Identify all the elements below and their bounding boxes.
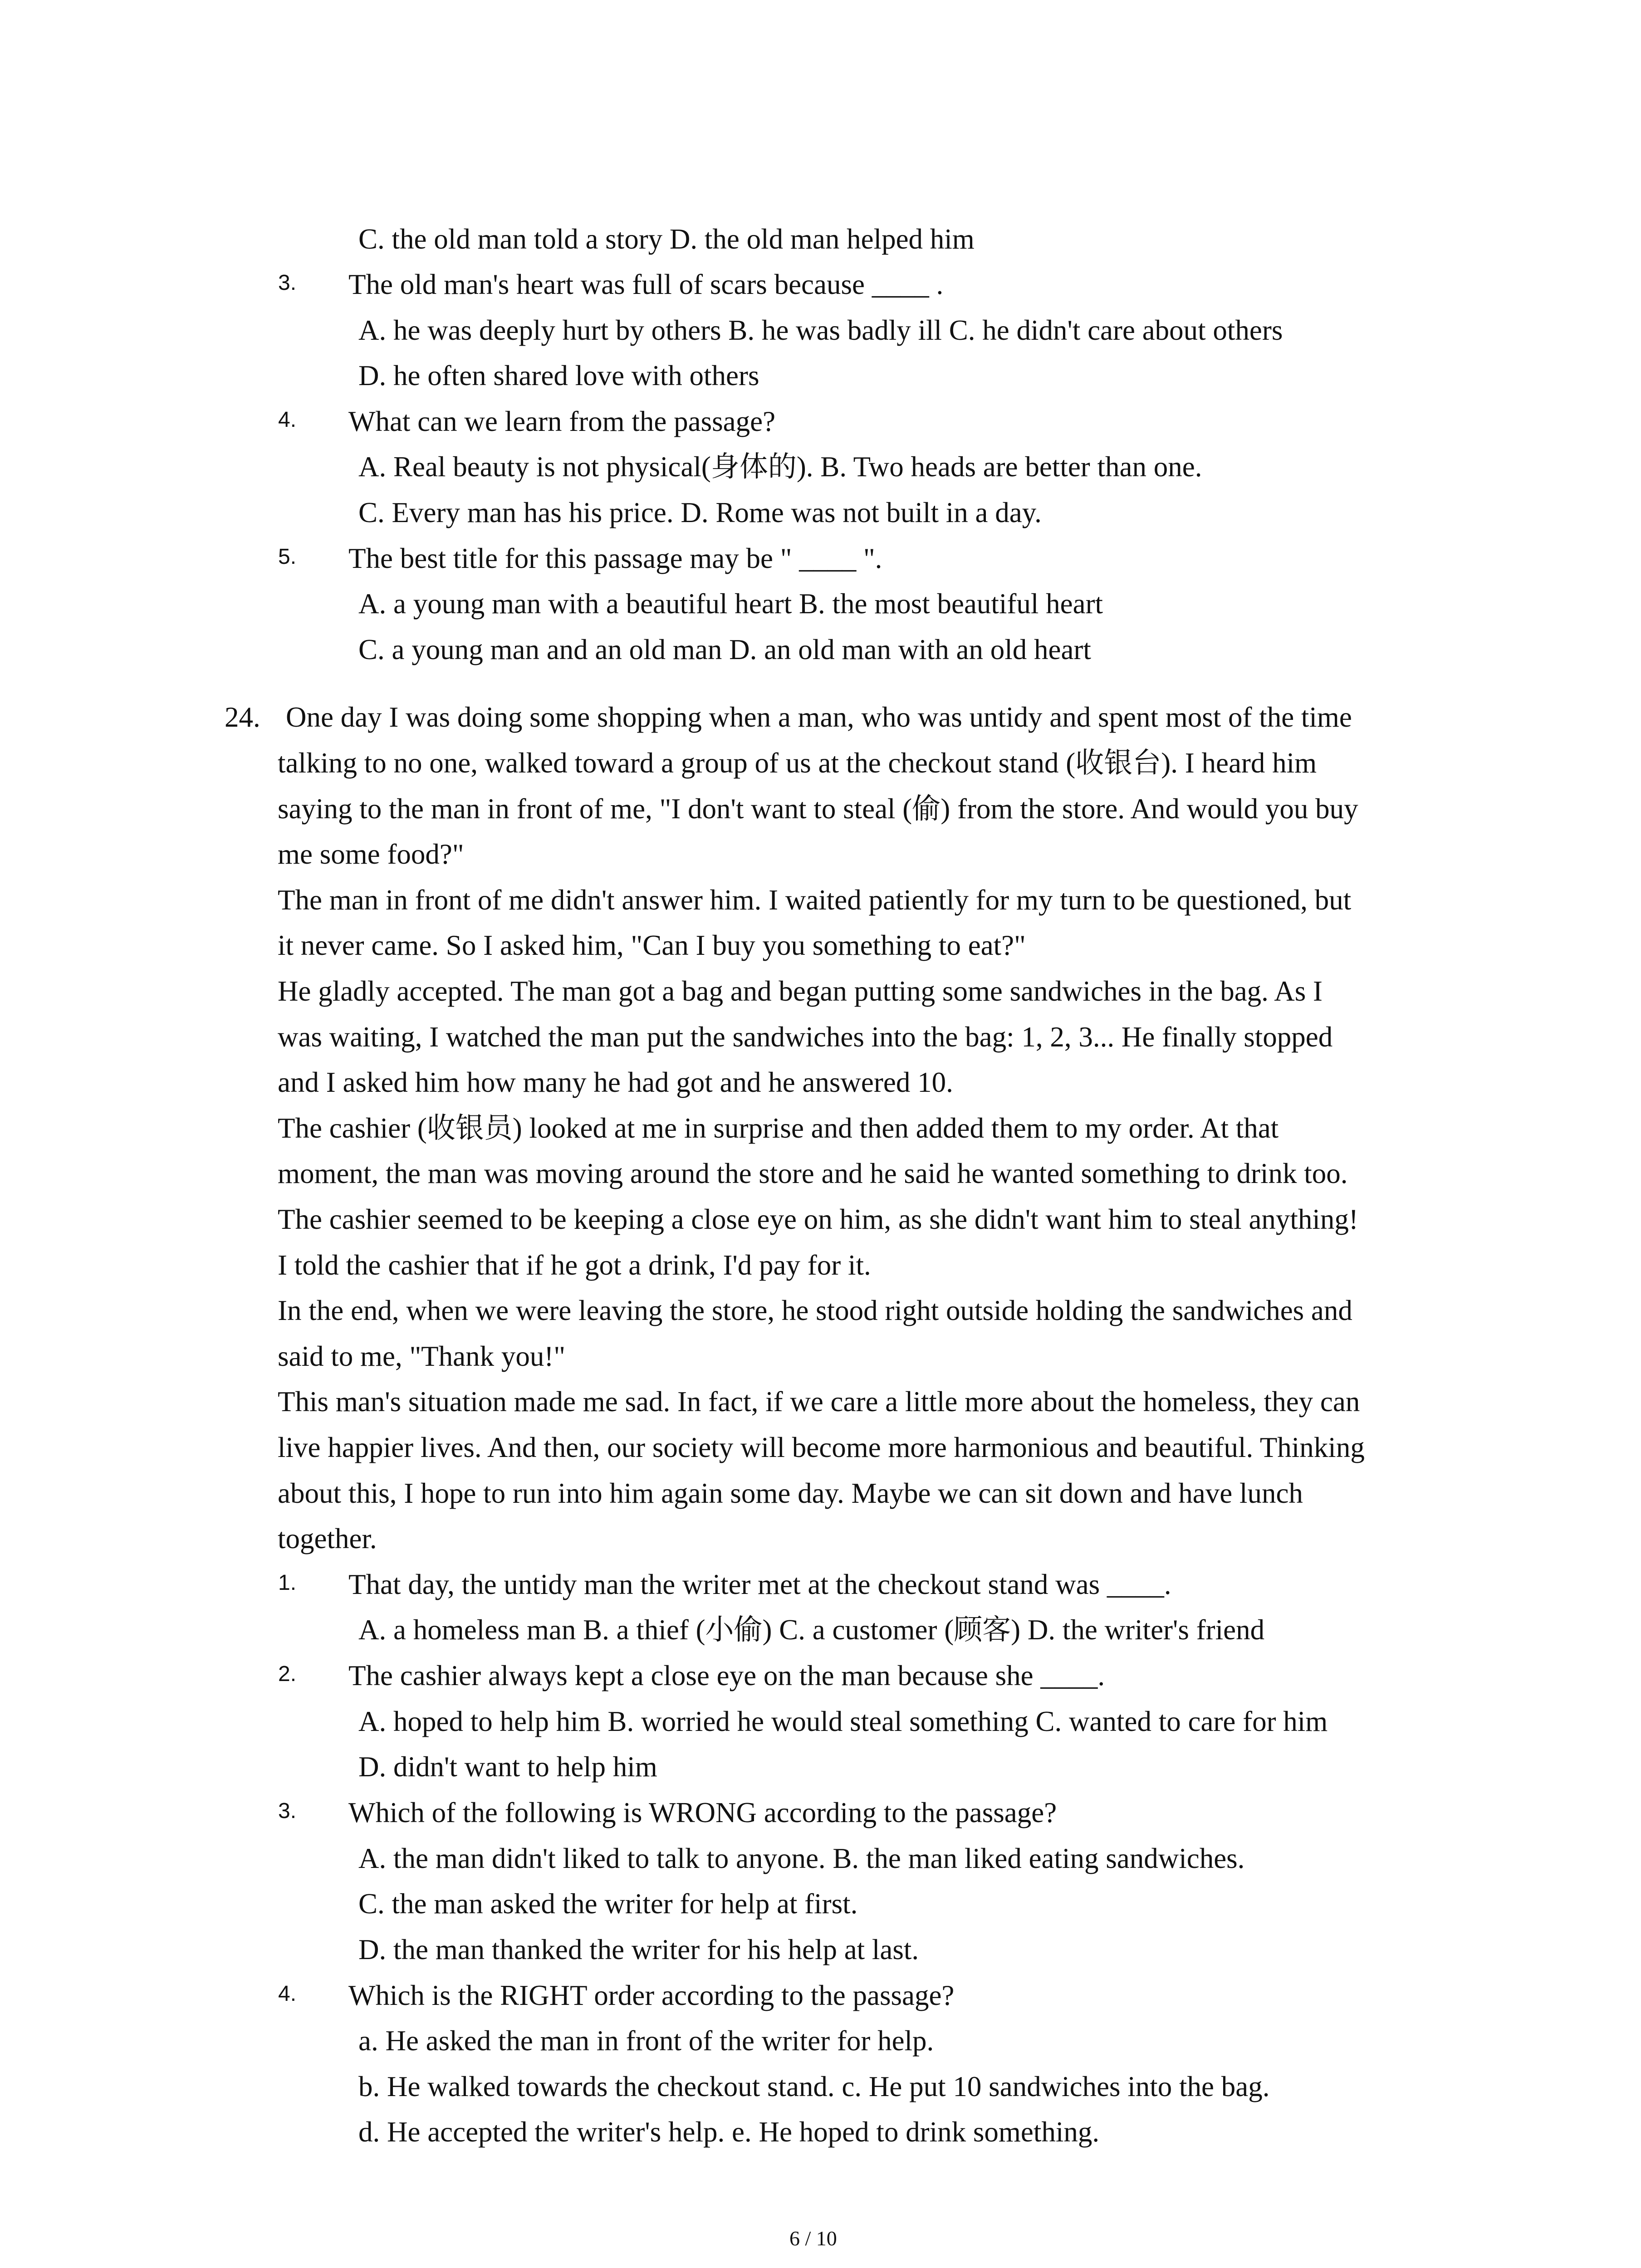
passage-line: The cashier seemed to be keeping a close eye on him, as she didn't want him to steal anything! (278, 1203, 1358, 1235)
prev-q5-number: 5. (278, 545, 297, 569)
q2-options-1: A. hoped to help him B. worried he would steal something C. wanted to care for him (358, 1706, 1328, 1737)
q2-options-2: D. didn't want to help him (358, 1751, 657, 1783)
q4-options-1: a. He asked the man in front of the writer for help. (358, 2025, 934, 2057)
q3-options-2: C. the man asked the writer for help at first. (358, 1888, 858, 1920)
passage-line: it never came. So I asked him, "Can I buy you something to eat?" (278, 929, 1026, 961)
q1-options: A. a homeless man B. a thief (小偷) C. a customer (顾客) D. the writer's friend (358, 1614, 1265, 1646)
passage-line: One day I was doing some shopping when a man, who was untidy and spent most of the time (286, 701, 1352, 733)
q4-number: 4. (278, 1982, 297, 2006)
q2-stem: The cashier always kept a close eye on the man because she ____. (348, 1660, 1105, 1691)
prev-q5-options-2: C. a young man and an old man D. an old man with an old heart (358, 634, 1091, 665)
q1-number: 1. (278, 1571, 297, 1595)
q3-number: 3. (278, 1799, 297, 1823)
page-number: 6 / 10 (789, 2227, 837, 2250)
passage-line: and I asked him how many he had got and he answered 10. (278, 1066, 953, 1098)
prev-q4-options-1: A. Real beauty is not physical(身体的). B. Two heads are better than one. (358, 451, 1202, 483)
passage-line: This man's situation made me sad. In fact, if we care a little more about the homeless, they can (278, 1386, 1360, 1418)
passage-line: about this, I hope to run into him again some day. Maybe we can sit down and have lunch (278, 1477, 1303, 1509)
q3-options-1: A. the man didn't liked to talk to anyone. B. the man liked eating sandwiches. (358, 1843, 1245, 1874)
passage-number: 24. (225, 701, 260, 733)
passage-line: said to me, "Thank you!" (278, 1340, 566, 1372)
q4-options-2: b. He walked towards the checkout stand. c. He put 10 sandwiches into the bag. (358, 2071, 1270, 2102)
q1-stem: That day, the untidy man the writer met at the checkout stand was ____. (348, 1569, 1171, 1600)
passage-line: I told the cashier that if he got a drink, I'd pay for it. (278, 1249, 871, 1281)
passage-line: live happier lives. And then, our society will become more harmonious and beautiful. Thinking (278, 1432, 1365, 1463)
prev-q5-stem: The best title for this passage may be " ____ ". (348, 543, 882, 574)
passage-line: In the end, when we were leaving the store, he stood right outside holding the sandwiches and (278, 1295, 1352, 1326)
passage-line: together. (278, 1523, 377, 1554)
passage-line: moment, the man was moving around the store and he said he wanted something to drink too. (278, 1158, 1348, 1189)
prev-q3-options-2: D. he often shared love with others (358, 360, 759, 391)
prev-q2-option-cd: C. the old man told a story D. the old man helped him (358, 223, 975, 255)
q3-options-3: D. the man thanked the writer for his help at last. (358, 1934, 919, 1965)
prev-q4-options-2: C. Every man has his price. D. Rome was not built in a day. (358, 497, 1042, 528)
q4-stem: Which is the RIGHT order according to the passage? (348, 1980, 955, 2011)
passage-line: The cashier (收银员) looked at me in surprise and then added them to my order. At that (278, 1112, 1279, 1144)
q2-number: 2. (278, 1662, 297, 1686)
prev-q5-options-1: A. a young man with a beautiful heart B. the most beautiful heart (358, 588, 1103, 620)
prev-q3-stem: The old man's heart was full of scars because ____ . (348, 269, 944, 300)
prev-q4-number: 4. (278, 408, 297, 432)
passage-line: me some food?" (278, 838, 464, 870)
passage-line: talking to no one, walked toward a group of us at the checkout stand (收银台). I heard him (278, 747, 1317, 779)
prev-q3-options-1: A. he was deeply hurt by others B. he was badly ill C. he didn't care about others (358, 314, 1283, 346)
passage-line: saying to the man in front of me, "I don't want to steal (偷) from the store. And would you buy (278, 793, 1358, 825)
prev-q4-stem: What can we learn from the passage? (348, 406, 776, 437)
passage-line: He gladly accepted. The man got a bag and began putting some sandwiches in the bag. As I (278, 975, 1323, 1007)
prev-q3-number: 3. (278, 271, 297, 295)
passage-line: The man in front of me didn't answer him. I waited patiently for my turn to be questioned, but (278, 884, 1352, 916)
passage-line: was waiting, I watched the man put the sandwiches into the bag: 1, 2, 3... He finally stopped (278, 1021, 1333, 1053)
q4-options-3: d. He accepted the writer's help. e. He hoped to drink something. (358, 2116, 1100, 2148)
q3-stem: Which of the following is WRONG according to the passage? (348, 1797, 1057, 1828)
